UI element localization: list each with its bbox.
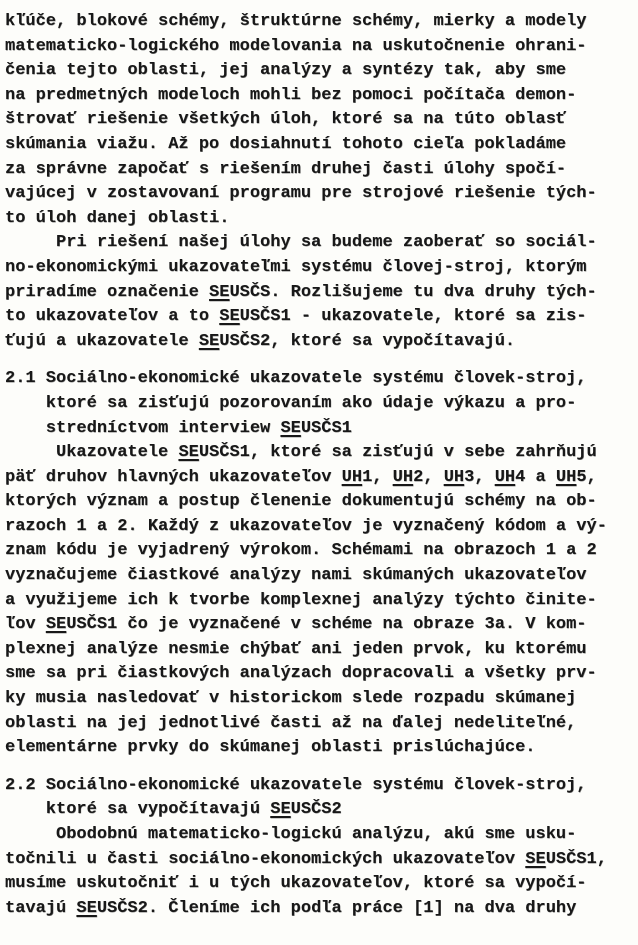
text-segment: ktoré sa zisťujú pozorovaním ako údaje výkazu a pro- bbox=[5, 393, 577, 413]
text-segment: päť druhov hlavných ukazovateľov bbox=[5, 467, 342, 487]
text-segment: Obodobnú matematicko-logickú analýzu, akú sme usku- bbox=[5, 825, 577, 844]
underlined-text: UH bbox=[392, 467, 414, 487]
text-line bbox=[5, 872, 638, 897]
text-line bbox=[5, 774, 638, 799]
text-segment: za správne započať s riešením druhej časti úlohy spočí- bbox=[5, 159, 567, 179]
text-line bbox=[5, 687, 638, 712]
text-line bbox=[5, 35, 638, 60]
text-line bbox=[5, 848, 638, 873]
text-segment: kľúče, blokové schémy, štruktúrne schémy, mierky a modely bbox=[5, 12, 587, 31]
underlined-text: SE bbox=[198, 331, 220, 351]
text-line bbox=[5, 662, 638, 687]
text-segment: štrovať riešenie všetkých úloh, ktoré sa na túto oblasť bbox=[5, 110, 567, 130]
underlined-text: SE bbox=[270, 800, 291, 820]
underlined-text: SE bbox=[209, 282, 230, 302]
text-segment: plexnej analýze nesmie chýbať ani jeden prvok, ku ktorému bbox=[5, 639, 587, 659]
text-segment: USČS1, ktoré sa zisťujú v sebe zahrňujú bbox=[198, 443, 597, 463]
underlined-text: SE bbox=[219, 307, 240, 327]
text-line bbox=[5, 158, 638, 183]
text-segment: 2.2 Sociálno-ekonomické ukazovatele systému človek-stroj, bbox=[5, 775, 587, 795]
text-segment: a využijeme ich k tvorbe komplexnej analýzy týchto činite- bbox=[5, 590, 597, 610]
text-segment: Pri riešení našej úlohy sa budeme zaoberať so sociál- bbox=[5, 233, 597, 253]
text-line bbox=[5, 281, 638, 306]
text-segment: tavajú bbox=[5, 898, 77, 918]
text-line bbox=[5, 490, 638, 515]
text-segment: 4 a bbox=[515, 467, 556, 487]
text-line bbox=[5, 441, 638, 466]
text-segment: 2, bbox=[413, 467, 444, 487]
text-segment: 5, bbox=[576, 467, 597, 487]
text-line bbox=[5, 466, 638, 491]
underlined-text: SE bbox=[525, 849, 546, 869]
text-line bbox=[5, 231, 638, 256]
text-line bbox=[5, 589, 638, 614]
underlined-text: SE bbox=[280, 418, 301, 438]
underlined-text: SE bbox=[45, 615, 67, 635]
text-segment: USČS2, ktoré sa vypočítavajú. bbox=[219, 331, 516, 351]
text-line bbox=[5, 539, 638, 564]
text-segment: 1, bbox=[362, 467, 393, 487]
text-segment: razoch 1 a 2. Každý z ukazovateľov je vyznačený kódom a vý- bbox=[5, 516, 607, 536]
text-line bbox=[5, 897, 638, 922]
text-segment: Ukazovatele bbox=[5, 443, 179, 463]
text-line bbox=[5, 515, 638, 540]
text-segment: čenia tejto oblasti, jej analýzy a syntézy tak, aby sme bbox=[5, 61, 567, 81]
underlined-text: UH bbox=[555, 467, 577, 487]
text-segment: oblasti na jej jednotlivé časti až na ďalej nedeliteľné, bbox=[5, 713, 577, 733]
text-segment: USČS1 bbox=[300, 418, 352, 438]
text-segment: musíme uskutočniť i u tých ukazovateľov, ktoré sa vypočí- bbox=[5, 874, 587, 894]
text-line bbox=[5, 59, 638, 84]
text-segment: ktoré sa vypočítavajú bbox=[5, 800, 271, 820]
text-line bbox=[5, 736, 638, 761]
text-segment: USČS1 - ukazovatele, ktoré sa zis- bbox=[239, 307, 587, 327]
text-segment: točnili u časti sociálno-ekonomických ukazovateľov bbox=[5, 849, 526, 869]
text-line bbox=[5, 256, 638, 281]
text-line bbox=[5, 712, 638, 737]
text-segment: to ukazovateľov a to bbox=[5, 307, 220, 327]
text-segment: 2.1 Sociálno-ekonomické ukazovatele systému človek-stroj, bbox=[5, 369, 587, 389]
underlined-text: UH bbox=[341, 467, 363, 487]
text-line bbox=[5, 613, 638, 638]
underlined-text: UH bbox=[494, 467, 516, 487]
text-segment: USČS. Rozlišujeme tu dva druhy tých- bbox=[229, 282, 597, 302]
text-segment: vyznačujeme čiastkové analýzy nami skúmaných ukazovateľov bbox=[5, 566, 587, 586]
text-line bbox=[5, 84, 638, 109]
text-segment: stredníctvom interview bbox=[5, 418, 281, 438]
text-segment: USČS1 čo je vyznačené v schéme na obraze 3a. V kom- bbox=[66, 615, 587, 635]
text-segment: ľov bbox=[5, 615, 46, 635]
underlined-text: UH bbox=[443, 467, 465, 487]
text-line bbox=[5, 798, 638, 823]
text-line bbox=[5, 207, 638, 232]
text-segment: elementárne prvky do skúmanej oblasti prislúchajúce. bbox=[5, 738, 536, 758]
text-segment: USČS1, bbox=[545, 849, 607, 869]
text-line bbox=[5, 330, 638, 355]
text-segment: sme sa pri čiastkových analýzach dopracovali a všetky prv- bbox=[5, 664, 597, 684]
text-line bbox=[5, 305, 638, 330]
text-line bbox=[5, 823, 638, 848]
text-segment: na predmetných modeloch mohli bez pomoci počítača demon- bbox=[5, 85, 577, 105]
text-line bbox=[5, 10, 638, 35]
text-segment: ťujú a ukazovatele bbox=[5, 331, 199, 351]
text-segment: USČS2. Členíme ich podľa práce [1] na dva druhy bbox=[96, 898, 577, 918]
text-segment: skúmania viažu. Až po dosiahnutí tohoto cieľa pokladáme bbox=[5, 134, 567, 154]
text-line bbox=[5, 638, 638, 663]
text-segment: no-ekonomickými ukazovateľmi systému človej-stroj, ktorým bbox=[5, 257, 587, 277]
text-segment: to úloh danej oblasti. bbox=[5, 208, 230, 228]
text-segment: 3, bbox=[464, 467, 495, 487]
text-line bbox=[5, 367, 638, 392]
document-text-body bbox=[5, 10, 638, 921]
underlined-text: SE bbox=[76, 898, 97, 918]
text-segment: ktorých význam a postup členenie dokumentujú schémy na ob- bbox=[5, 492, 597, 512]
text-segment: matematicko-logického modelovania na uskutočnenie ohrani- bbox=[5, 36, 587, 56]
text-line bbox=[5, 133, 638, 158]
text-segment: znam kódu je vyjadrený výrokom. Schémami na obrazoch 1 a 2 bbox=[5, 541, 597, 561]
text-line bbox=[5, 392, 638, 417]
text-segment: USČS2 bbox=[290, 800, 342, 820]
text-line bbox=[5, 108, 638, 133]
text-line bbox=[5, 417, 638, 442]
text-segment: ky musia nasledovať v historickom slede rozpadu skúmanej bbox=[5, 689, 577, 709]
text-segment: priradíme označenie bbox=[5, 282, 210, 302]
underlined-text: SE bbox=[178, 443, 199, 463]
text-line bbox=[5, 182, 638, 207]
text-segment: vajúcej v zostavovaní programu pre strojové riešenie tých- bbox=[5, 184, 597, 204]
text-line bbox=[5, 564, 638, 589]
